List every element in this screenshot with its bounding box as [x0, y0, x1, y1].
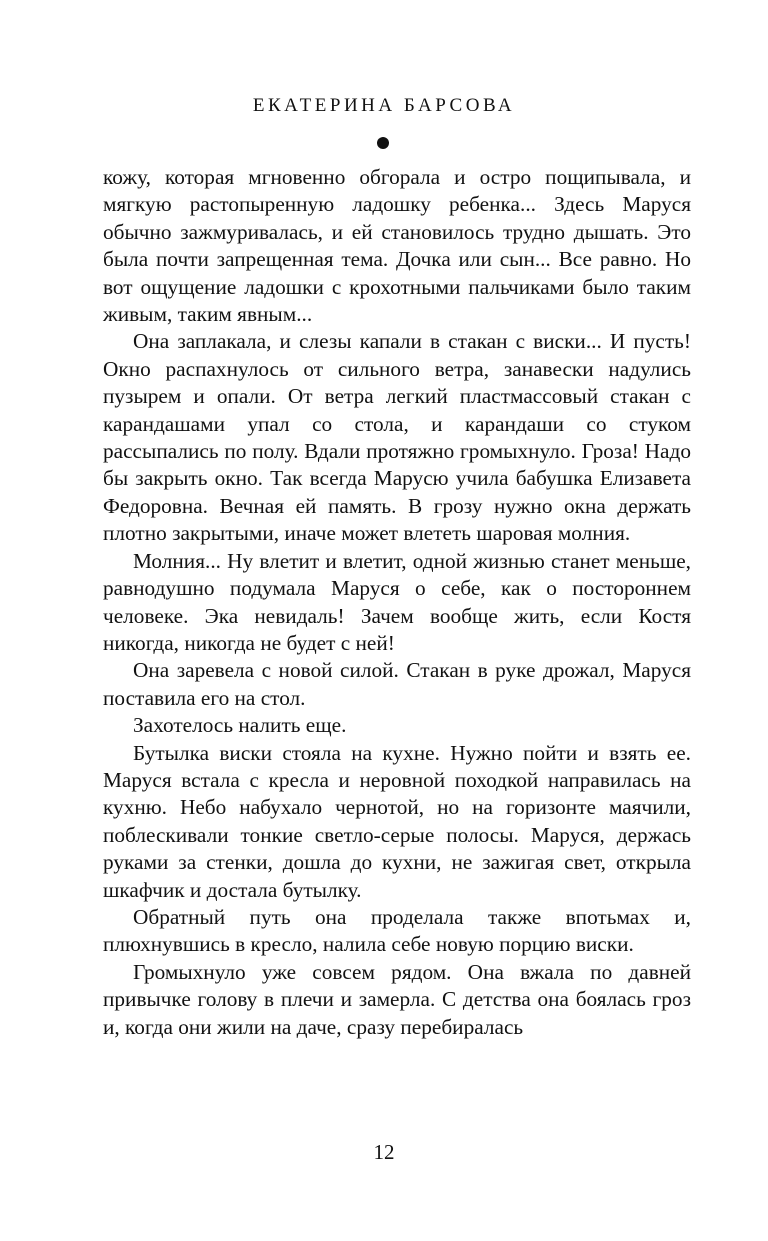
paragraph-4: Она заревела с новой силой. Стакан в руке дрожал, Маруся поставила его на стол.	[103, 658, 691, 710]
running-header: ЕКАТЕРИНА БАРСОВА	[252, 95, 516, 116]
paragraph-6: Бутылка виски стояла на кухне. Нужно пойти и взять ее. Маруся встала с кресла и неровной походкой направилась на кухню. Небо набухало чернотой, но на горизонте маячили, поблескивали тонкие светло-серые полосы. Маруся, держась руками за стенки, дошла до кухни, не зажигая свет, открыла шкафчик и достала бутылку.	[103, 740, 691, 902]
paragraph-2: Она заплакала, и слезы капали в стакан с виски... И пусть! Окно распахнулось от сильного ветра, занавески надулись пузырем и опали. От ветра легкий пластмассовый стакан с карандашами упал со стола, и карандаши со стуком рассыпались по полу. Вдали протяжно громыхнуло. Гроза! Надо бы закрыть окно. Так всегда Марусю учила бабушка Елизавета Федоровна. Вечная ей память. В грозу нужно окна держать плотно закрытыми, иначе может влететь шаровая молния.	[103, 329, 691, 546]
paragraph-7: Обратный путь она проделала также впотьмах и, плюхнувшись в кресло, налила себе новую порцию виски.	[103, 904, 691, 957]
paragraph-1: кожу, которая мгновенно обгорала и остро пощипывала, и мягкую растопыренную ладошку ребенка... Здесь Маруся обычно зажмуривалась, и ей становилось трудно дышать. Это была почти запрещенная тема. Дочка или сын... Все равно. Но вот ощущение ладошки с крохотными пальчиками было таким живым, таким явным...	[103, 165, 691, 327]
body-text	[103, 164, 691, 1041]
page-number: 12	[373, 1140, 395, 1164]
header-ornament-dot	[377, 137, 389, 149]
paragraph-5: Захотелось налить еще.	[133, 713, 347, 738]
paragraph-3: Молния... Ну влетит и влетит, одной жизнью станет меньше, равнодушно подумала Маруся о себе, как о постороннем человеке. Эка невидаль! Зачем вообще жить, если Костя никогда, никогда не будет с ней!	[103, 548, 691, 655]
paragraph-8: Громыхнуло уже совсем рядом. Она вжала по давней привычке голову в плечи и замерла. С детства она боялась гроз и, когда они жили на даче, сразу перебиралась	[103, 959, 691, 1039]
